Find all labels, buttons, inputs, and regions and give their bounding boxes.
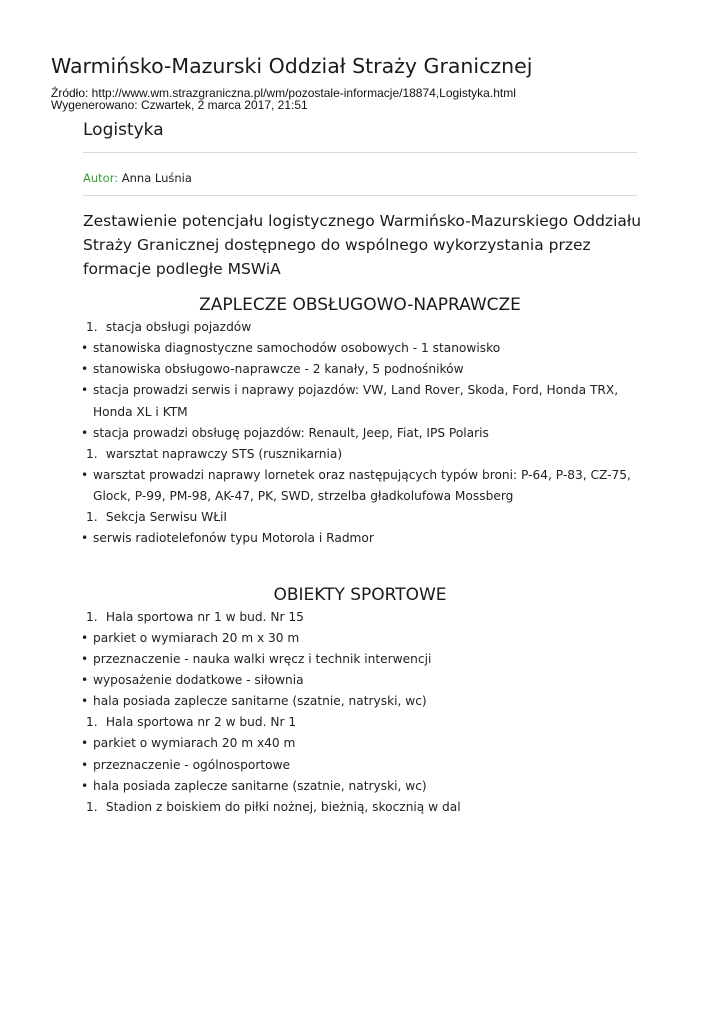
bullet-item: • stanowiska diagnostyczne samochodów osobowych - 1 stanowisko xyxy=(81,338,637,359)
section-heading-service: ZAPLECZE OBSŁUGOWO-NAPRAWCZE xyxy=(199,295,521,315)
bullet-item: • serwis radiotelefonów typu Motorola i Radmor xyxy=(81,528,637,549)
bullet-item: • wyposażenie dodatkowe - siłownia xyxy=(81,670,637,691)
intro-paragraph xyxy=(83,209,642,281)
list-item xyxy=(83,712,637,733)
list-item xyxy=(83,317,637,338)
numbered-list xyxy=(83,712,637,733)
bullet-item: • przeznaczenie - nauka walki wręcz i technik interwencji xyxy=(81,649,637,670)
numbered-list xyxy=(83,507,637,528)
list-number: 1. xyxy=(86,320,98,334)
bullet-list xyxy=(83,338,637,444)
divider xyxy=(83,195,637,196)
list-item-text: Stadion z boiskiem do piłki nożnej, bieżnią, skocznią w dal xyxy=(105,800,461,815)
bullet-item: • stanowiska obsługowo-naprawcze - 2 kanały, 5 podnośników xyxy=(81,359,637,380)
bullet-item: • parkiet o wymiarach 20 m x40 m xyxy=(81,733,637,754)
bullet-item: • stacja prowadzi obsługę pojazdów: Renault, Jeep, Fiat, IPS Polaris xyxy=(81,423,637,444)
list-item xyxy=(83,507,637,528)
bullet-list xyxy=(83,465,637,507)
numbered-list xyxy=(83,444,637,465)
generated-date-line: Wygenerowano: Czwartek, 2 marca 2017, 21:51 xyxy=(51,98,308,112)
article-title: Logistyka xyxy=(83,120,164,140)
bullet-item: • stacja prowadzi serwis i naprawy pojazdów: VW, Land Rover, Skoda, Ford, Honda TRX, xyxy=(81,380,637,401)
list-item-text: Sekcja Serwisu WŁiI xyxy=(105,510,228,525)
bullet-item: • parkiet o wymiarach 20 m x 30 m xyxy=(81,628,637,649)
list-item xyxy=(83,607,637,628)
intro-line: Zestawienie potencjału logistycznego Warmińsko-Mazurskiego Oddziału xyxy=(83,212,642,230)
bullet-item: • hala posiada zaplecze sanitarne (szatnie, natryski, wc) xyxy=(81,691,637,712)
numbered-list xyxy=(83,607,637,628)
site-title: Warmińsko-Mazurski Oddział Straży Granicznej xyxy=(51,54,533,78)
list-item xyxy=(83,797,637,818)
list-item-text: Hala sportowa nr 2 w bud. Nr 1 xyxy=(105,715,297,730)
author-label: Autor: xyxy=(83,171,119,185)
list-number: 1. xyxy=(86,510,98,525)
bullet-item-continuation: Honda XL i KTM xyxy=(93,404,188,419)
list-number: 1. xyxy=(86,800,98,815)
author-name: Anna Luśnia xyxy=(121,171,192,185)
bullet-list xyxy=(83,528,637,549)
bullet-list xyxy=(83,733,637,797)
bullet-list xyxy=(83,628,637,713)
bullet-item-continuation: Glock, P-99, PM-98, AK-47, PK, SWD, strzelba gładkolufowa Mossberg xyxy=(93,489,514,504)
intro-line: Straży Granicznej dostępnego do wspólnego wykorzystania przez xyxy=(83,236,591,254)
numbered-list xyxy=(83,317,637,338)
source-url-line: Źródło: http://www.wm.strazgraniczna.pl/wm/pozostale-informacje/18874,Logistyka.html xyxy=(51,86,516,100)
article xyxy=(83,118,642,818)
list-item xyxy=(83,444,637,465)
section-heading-sport: OBIEKTY SPORTOWE xyxy=(273,584,447,605)
list-number: 1. xyxy=(86,715,98,730)
bullet-item: • warsztat prowadzi naprawy lornetek oraz następujących typów broni: P-64, P-83, CZ-75, xyxy=(81,465,637,486)
list-number: 1. xyxy=(86,447,98,462)
divider xyxy=(83,152,637,153)
author-line xyxy=(83,171,637,185)
intro-line: formacje podległe MSWiA xyxy=(83,260,281,278)
bullet-item: • przeznaczenie - ogólnosportowe xyxy=(81,755,637,776)
numbered-list xyxy=(83,797,637,818)
list-item-text: stacja obsługi pojazdów xyxy=(105,320,252,334)
bullet-item: • hala posiada zaplecze sanitarne (szatnie, natryski, wc) xyxy=(81,776,637,797)
list-item-text: warsztat naprawczy STS (rusznikarnia) xyxy=(105,447,343,462)
list-number: 1. xyxy=(86,609,98,624)
list-item-text: Hala sportowa nr 1 w bud. Nr 15 xyxy=(105,609,304,624)
